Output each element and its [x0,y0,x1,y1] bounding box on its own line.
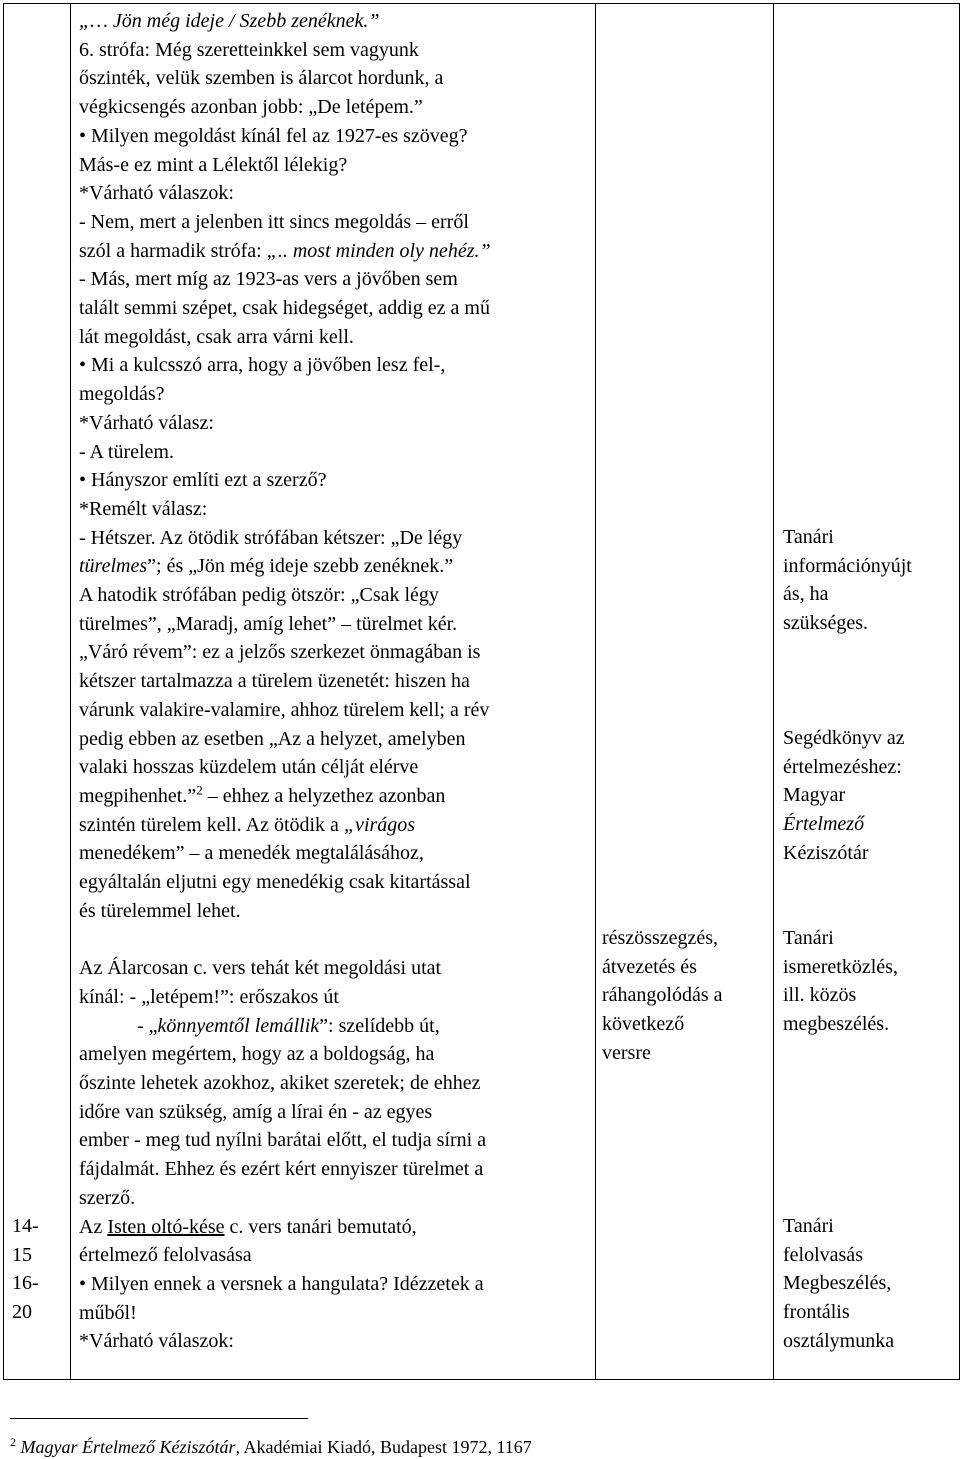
footnote-separator [10,1418,308,1419]
text-line: kétszer tartalmazza a türelem üzenetét: hiszen ha [79,670,470,693]
text-line: őszinte lehetek azokhoz, akiket szeretek; de ehhez [79,1072,481,1094]
lesson-content-cell [71,4,596,1380]
text-line: műből! [79,1301,137,1324]
answer-heading: *Várható válasz: [79,411,214,434]
text-line: értelmező felolvasása [79,1244,252,1267]
answer-heading: *Várható válaszok: [79,182,234,205]
text-line: - Más, mert míg az 1923-as vers a jövőben sem [79,268,458,291]
text-line: ember - meg tud nyílni barátai előtt, el tudja sírni a [79,1129,487,1152]
question-line: • Mi a kulcsszó arra, hogy a jövőben lesz fel-, [79,354,446,377]
method-block: Tanári információnyújt ás, ha szükséges. [783,526,912,635]
footnote-reference: 2 [196,782,203,798]
text-line: A hatodik strófában pedig ötször: „Csak légy [79,584,439,607]
text-line: talált semmi szépet, csak hidegséget, addig ez a mű [79,297,490,320]
text-line: valaki hosszas küzdelem után célját elérve [79,756,419,779]
answer-heading: *Várható válaszok: [79,1330,234,1353]
text-line: Más-e ez mint a Lélektől lélekig? [79,153,348,176]
footnote-title: Magyar Értelmező Kéziszótár [20,1437,236,1457]
footnote-details: , Akadémiai Kiadó, Budapest 1972, 1167 [235,1437,532,1457]
text-line: türelmes”, „Maradj, amíg lehet” – türelmet kér. [79,612,458,635]
table-row [4,4,960,1380]
text-line: kínál: - „letépem!”: erőszakos út [79,985,339,1008]
text-line: pedig ebben az esetben „Az a helyzet, amelyben [79,727,466,750]
question-line: • Hányszor említi ezt a szerző? [79,469,327,492]
text-line: egyáltalán eljutni egy menedékig csak kitartással [79,871,471,894]
text-line: várunk valakire-valamire, ahhoz türelem kell; a rév [79,698,490,721]
question-line: • Milyen ennek a versnek a hangulata? Idézzetek a [79,1272,484,1295]
text-line: szerző. [79,1186,136,1209]
text-line: - A türelem. [79,440,174,463]
question-line: • Milyen megoldást kínál fel az 1927-es szöveg? [79,124,468,147]
lesson-number: 14- 15 16- 20 [12,1215,39,1324]
lesson-plan-table [3,3,960,1380]
text-line: türelmes”; és „Jön még ideje szebb zenéknek.” [79,555,454,578]
text-line: „Váró révem”: ez a jelzős szerkezet önmagában is [79,641,481,664]
text-line: amelyen megértem, hogy az a boldogság, ha [79,1043,435,1066]
text-line: megoldás? [79,383,165,406]
lesson-number-cell [4,4,71,1380]
text-line: szól a harmadik strófa: „.. most minden oly nehéz.” [79,239,491,262]
text-line: - Nem, mert a jelenben itt sincs megoldás – erről [79,210,469,233]
summary-cell [596,4,774,1380]
text-line: Az Álarcosan c. vers tehát két megoldási utat [79,957,442,980]
text-line: - „könnyemtől lemállik”: szelídebb út, [137,1014,440,1037]
summary-text: részösszegzés, átvezetés és ráhangolódás a következő versre [602,927,723,1064]
poem-quote: „… Jön még ideje / Szebb zenéknek.” [79,10,380,32]
answer-heading: *Remélt válasz: [79,497,208,520]
method-block: Tanári ismeretközlés, ill. közös megbeszélés. [783,927,898,1036]
footnote-number: 2 [10,1435,16,1449]
text-line: fájdalmát. Ehhez és ezért kért ennyiszer türelmet a [79,1158,484,1181]
text-line: Az Isten oltó-kése c. vers tanári bemutató, [79,1215,417,1238]
text-line: és türelemmel lehet. [79,899,241,922]
text-line: szintén türelem kell. Az ötödik a „virágos [79,813,416,836]
lesson-content [71,4,595,1356]
text-line: - Hétszer. Az ötödik strófában kétszer: „De légy [79,526,463,549]
text-line: időre van szükség, amíg a lírai én - az egyes [79,1100,433,1123]
text-line: menedékem” – a menedék megtalálásához, [79,842,424,865]
footnote [10,1430,532,1459]
text-line: őszinték, velük szemben is álarcot hordunk, a [79,67,444,90]
methods-cell [774,4,960,1380]
text-line: végkicsengés azonban jobb: „De letépem.” [79,96,423,119]
method-block: Segédkönyv az értelmezéshez: Magyar Értelmező Kéziszótár [783,727,905,864]
text-line: lát megoldást, csak arra várni kell. [79,325,354,348]
text-line: 6. strófa: Még szeretteinkkel sem vagyunk [79,38,419,61]
method-block: Tanári felolvasás Megbeszélés, frontális osztálymunka [783,1215,895,1352]
text-line: megpihenhet.”$^2$ – ehhez a helyzethez azonban [79,782,446,807]
